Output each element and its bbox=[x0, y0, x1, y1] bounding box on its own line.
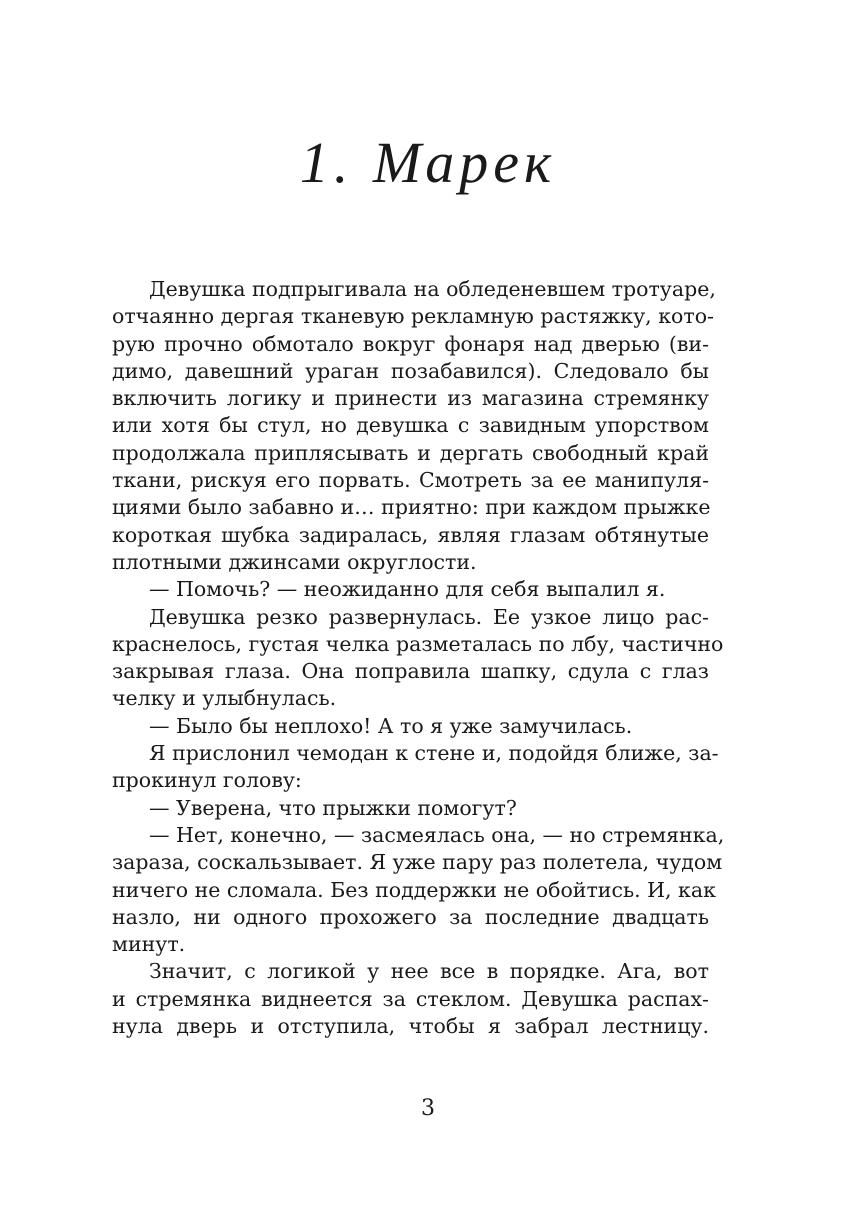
text-line: Девушка резко развернулась. Ее узкое лицо рас- bbox=[149, 604, 709, 629]
chapter-title: 1. Марек bbox=[299, 130, 557, 195]
text-line: Значит, с логикой у нее все в порядке. Ага, вот bbox=[149, 959, 709, 984]
text-line: зараза, соскальзывает. Я уже пару раз полетела, чудом bbox=[112, 850, 723, 875]
text-line: краснелось, густая челка разметалась по лбу, частично bbox=[112, 631, 724, 656]
text-line: Я прислонил чемодан к стене и, подойдя ближе, за- bbox=[149, 741, 719, 766]
text-line: продолжала приплясывать и дергать свободный край bbox=[112, 440, 709, 465]
text-line: челку и улыбнулась. bbox=[112, 686, 337, 711]
text-line: назло, ни одного прохожего за последние двадцать bbox=[112, 904, 709, 929]
text-line: — Уверена, что прыжки помогут? bbox=[149, 795, 517, 820]
text-line: минут. bbox=[112, 932, 186, 957]
text-line: ничего не сломала. Без поддержки не обойтись. И, как bbox=[112, 877, 716, 902]
text-line: нула дверь и отступила, чтобы я забрал лестницу. bbox=[112, 1014, 709, 1039]
text-line: Девушка подпрыгивала на обледеневшем тротуаре, bbox=[149, 277, 716, 301]
text-line: отчаянно дергая тканевую рекламную растяжку, кото- bbox=[112, 304, 714, 329]
text-line: — Было бы неплохо! А то я уже замучилась. bbox=[149, 713, 633, 738]
text-line: короткая шубка задиралась, являя глазам обтянутые bbox=[112, 522, 709, 547]
page-number: 3 bbox=[421, 1096, 435, 1121]
text-line: включить логику и принести из магазина стремянку bbox=[112, 386, 709, 411]
text-line: — Нет, конечно, — засмеялась она, — но стремянка, bbox=[149, 822, 725, 847]
text-line: плотными джинсами округлости. bbox=[112, 549, 477, 574]
text-line: прокинул голову: bbox=[112, 768, 302, 793]
text-line: — Помочь? — неожиданно для себя выпалил я. bbox=[149, 577, 666, 602]
text-line: димо, давешний ураган позабавился). Следовало бы bbox=[112, 358, 709, 383]
text-line: или хотя бы стул, но девушка с завидным упорством bbox=[112, 413, 709, 438]
body-text bbox=[112, 276, 725, 1040]
text-line: закрывая глаза. Она поправила шапку, сдула с глаз bbox=[112, 659, 709, 684]
text-line: циями было забавно и… приятно: при каждом прыжке bbox=[112, 495, 711, 520]
text-line: ткани, рискуя его порвать. Смотреть за ее манипуля- bbox=[112, 468, 709, 493]
text-line: рую прочно обмотало вокруг фонаря над дверью (ви- bbox=[112, 331, 709, 356]
text-line: и стремянка виднеется за стеклом. Девушка распах- bbox=[112, 986, 709, 1011]
